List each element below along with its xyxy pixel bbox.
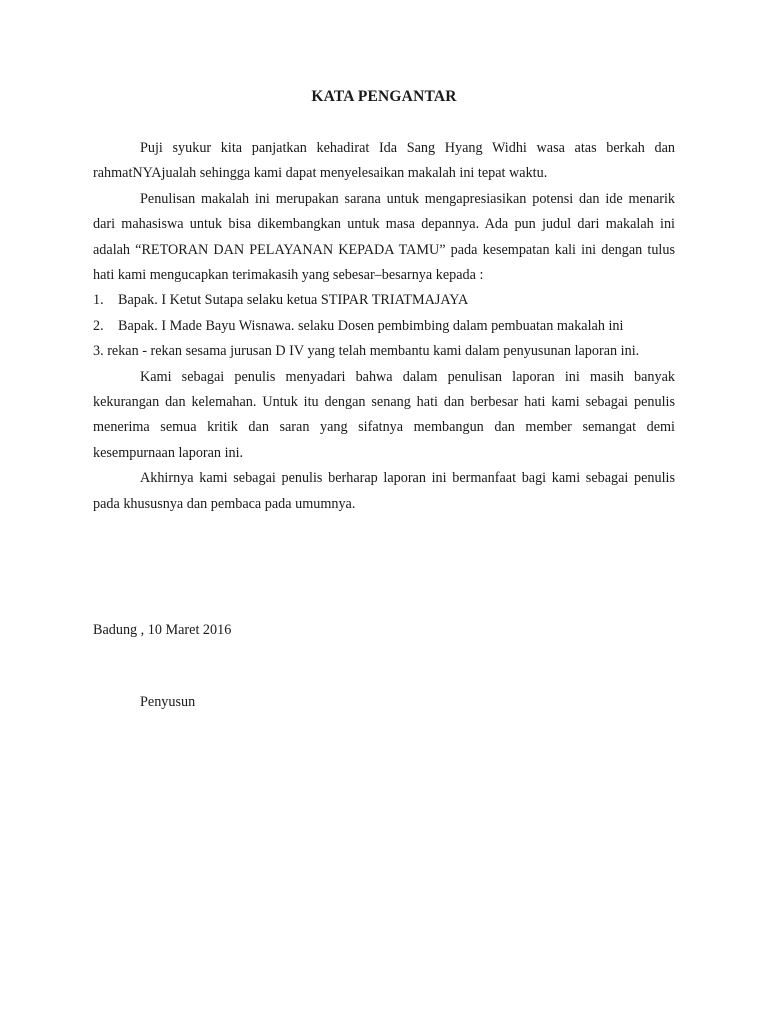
paragraph-acknowledgement: Kami sebagai penulis menyadari bahwa dalam penulisan laporan ini masih banyak kekurangan dan kelemahan. Untuk itu dengan senang hati dan berbesar hati kami sebagai penulis menerima semua kritik dan saran yang sifatnya membangun dan member semangat demi kesempurnaan laporan ini. — [93, 368, 675, 461]
signer-label: Penyusun — [140, 694, 196, 710]
list-item-number: 2. — [93, 317, 104, 334]
paragraph-purpose: Penulisan makalah ini merupakan sarana untuk mengapresiasikan potensi dan ide menarik dari mahasiswa untuk bisa dikembangkan untuk masa depannya. Ada pun judul dari makalah ini adalah “RETORAN DAN PELAYANAN KEPADA TAMU” pada kesempatan kali ini dengan tulus hati kami mengucapkan terimakasih yang sebesar–besarnya kepada : — [93, 190, 675, 284]
page-title: KATA PENGANTAR — [311, 88, 457, 105]
list-item-text: Bapak. I Made Bayu Wisnawa. selaku Dosen pembimbing dalam pembuatan makalah ini — [118, 317, 624, 334]
list-item — [93, 288, 675, 313]
paragraph-closing: Akhirnya kami sebagai penulis berharap laporan ini bermanfaat bagi kami sebagai penulis pada khususnya dan pembaca pada umumnya. — [93, 470, 675, 512]
document-body — [93, 136, 675, 517]
list-item-text: Bapak. I Ketut Sutapa selaku ketua STIPAR TRIATMAJAYA — [118, 292, 469, 309]
list-item — [93, 314, 675, 339]
date-line: Badung , 10 Maret 2016 — [93, 622, 232, 638]
list-item-3: 3. rekan - rekan sesama jurusan D IV yang telah membantu kami dalam penyusunan laporan ini. — [93, 343, 640, 360]
list-item-number: 1. — [93, 292, 104, 309]
paragraph-opening: Puji syukur kita panjatkan kehadirat Ida Sang Hyang Widhi wasa atas berkah dan rahmatNYAjualah sehingga kami dapat menyelesaikan makalah ini tepat waktu. — [93, 140, 675, 182]
